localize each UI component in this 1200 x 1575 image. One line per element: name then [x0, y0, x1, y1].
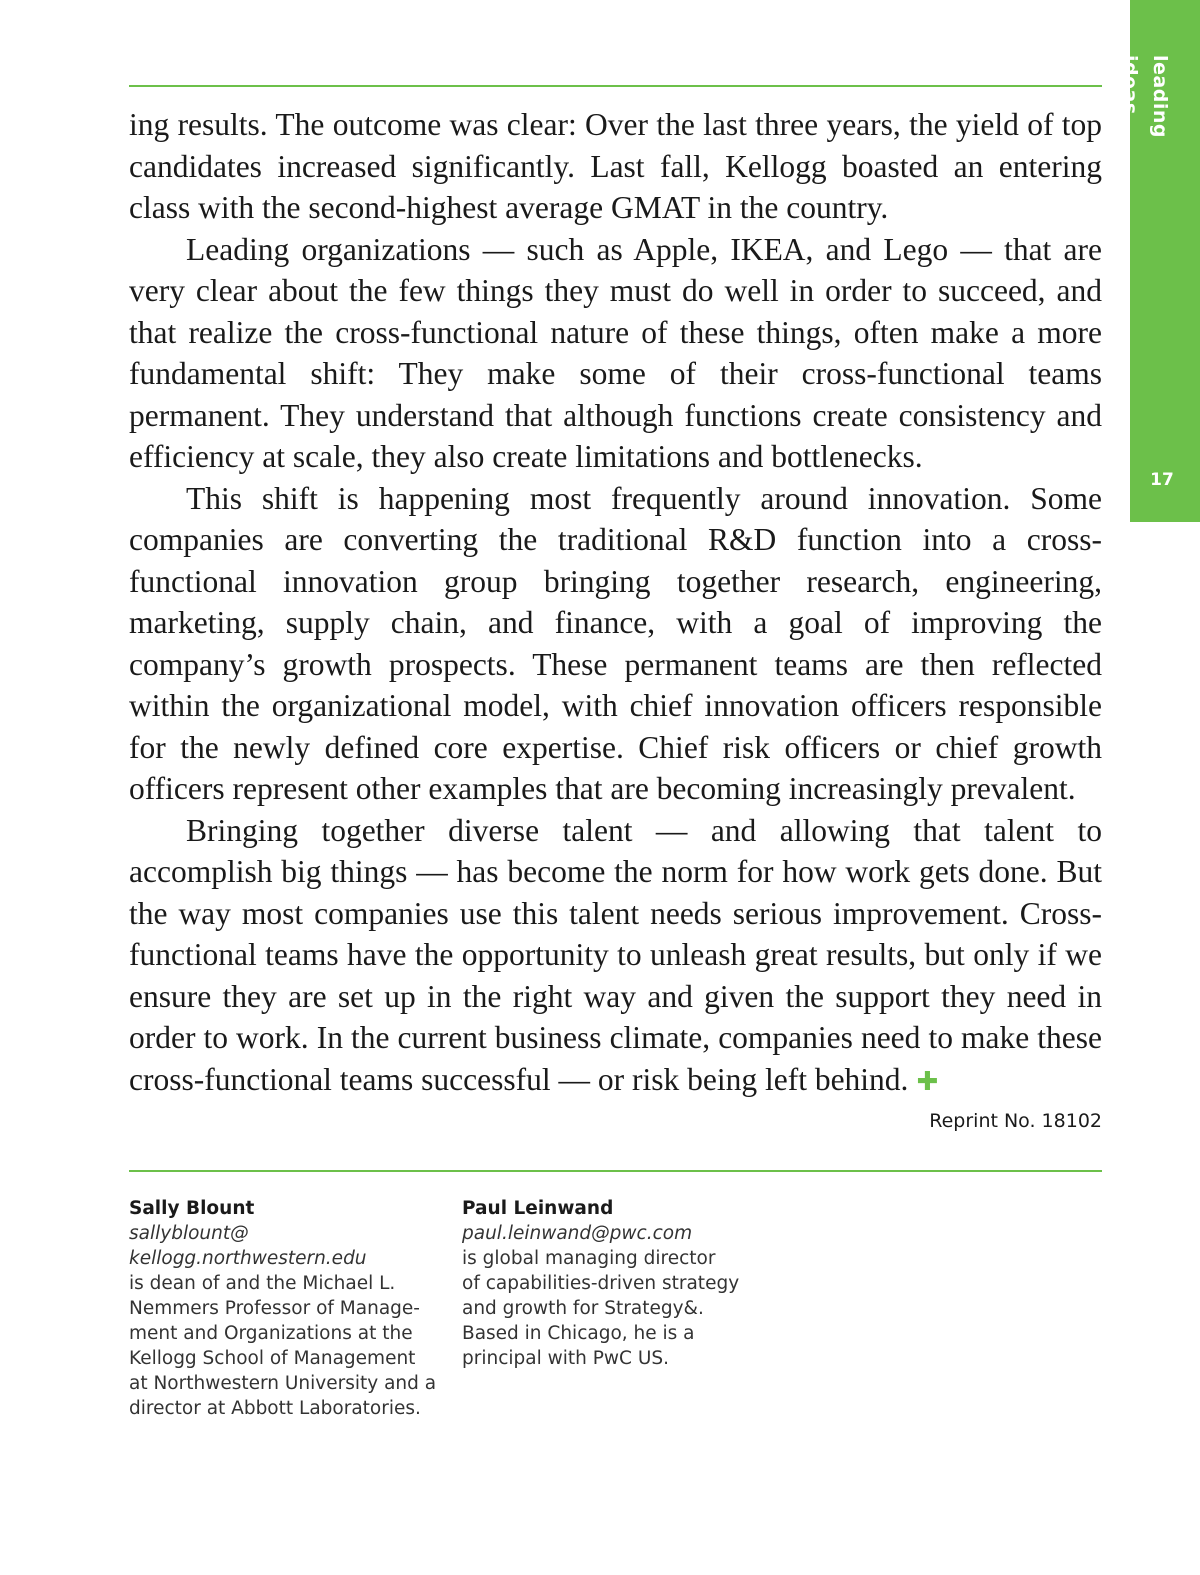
author-name: Paul Leinwand: [462, 1198, 614, 1219]
section-label: leading ideas: [1119, 55, 1171, 138]
top-divider: [129, 85, 1102, 87]
author-bio-2: [462, 1196, 762, 1371]
author-name: Sally Blount: [129, 1198, 255, 1219]
author-bio-line: is global managing director: [462, 1248, 716, 1269]
author-bio-line: ment and Organizations at the: [129, 1323, 413, 1344]
author-bio-line: is dean of and the Michael L.: [129, 1273, 396, 1294]
author-bio-line: principal with PwC US.: [462, 1348, 670, 1369]
end-of-article-icon: ✚: [916, 1066, 939, 1097]
author-email-line-1[interactable]: paul.leinwand@pwc.com: [462, 1223, 693, 1244]
author-email-line-2[interactable]: kellogg.northwestern.edu: [129, 1248, 367, 1269]
author-bio-line: at Northwestern University and a: [129, 1373, 437, 1394]
author-email-line-1[interactable]: sallyblount@: [129, 1223, 249, 1244]
author-bio-1: [129, 1196, 439, 1421]
bottom-divider: [129, 1170, 1102, 1172]
article-body: [129, 104, 1102, 1103]
paragraph-4: [129, 810, 1102, 1104]
reprint-number: Reprint No. 18102: [929, 1110, 1102, 1132]
paragraph-4-text: Bringing together diverse talent — and allowing that talent to accomplish big things — has become the norm for how work gets done. But the way most companies use this talent needs serious improvement. Cross-functional teams have the opportunity to unleash great results, but only if we ensure they are set up in the right way and given the support they need in order to work. In the current business climate, companies need to make these cross-functional teams successful — or risk being left behind.: [129, 812, 1102, 1097]
author-bio-line: director at Abbott Laboratories.: [129, 1398, 421, 1419]
author-bio-line: Based in Chicago, he is a: [462, 1323, 695, 1344]
author-bio-line: Kellogg School of Management: [129, 1348, 416, 1369]
author-bio-line: and growth for Strategy&.: [462, 1298, 704, 1319]
paragraph-1: ing results. The outcome was clear: Over the last three years, the yield of top candidates increased significantly. Last fall, Kellogg boasted an entering class with the second-highest average GMAT in the country.: [129, 107, 1102, 225]
paragraph-3: This shift is happening most frequently around innovation. Some companies are converting the traditional R&D function into a cross-functional innovation group bringing together research, engineering, marketing, supply chain, and finance, with a goal of improving the company’s growth prospects. These permanent teams are then reflected within the organizational model, with chief innovation officers responsible for the newly defined core expertise. Chief risk officers or chief growth officers represent other examples that are becoming increasingly prevalent.: [129, 480, 1102, 806]
author-bio-line: of capabilities-driven strategy: [462, 1273, 740, 1294]
page-number: 17: [1150, 470, 1174, 490]
paragraph-2: Leading organizations — such as Apple, IKEA, and Lego — that are very clear about the few things they must do well in order to succeed, and that realize the cross-functional nature of these things, often make a more fundamental shift: They make some of their cross-functional teams permanent. They understand that although functions create consistency and efficiency at scale, they also create limitations and bottlenecks.: [129, 231, 1102, 474]
author-bio-line: Nemmers Professor of Manage-: [129, 1298, 420, 1319]
